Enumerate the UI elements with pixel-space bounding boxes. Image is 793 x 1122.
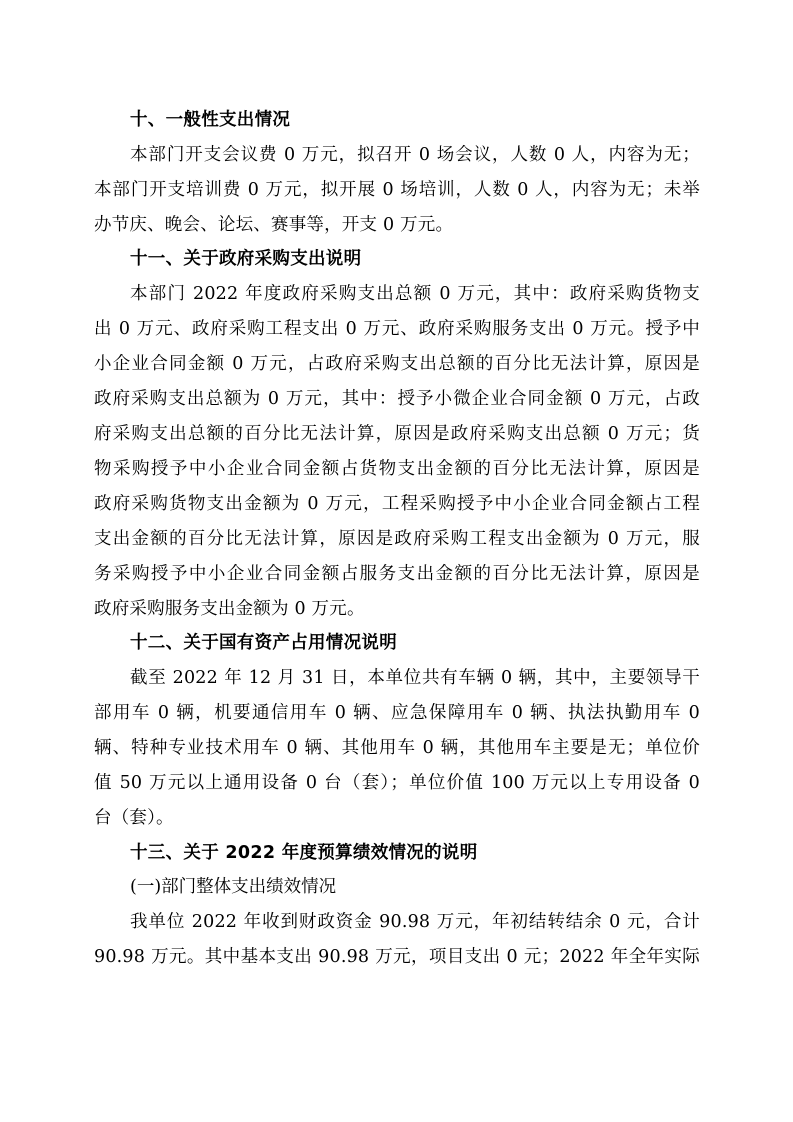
section-11-line-4: 政府采购支出总额为 0 万元，其中：授予小微企业合同金额 0 万元，占政 [94,389,700,409]
section-12-line-5: 台（套）。 [94,808,174,828]
section-11-line-9: 务采购授予中小企业合同金额占服务支出金额的百分比无法计算，原因是 [94,564,700,584]
section-12-line-2: 部用车 0 辆，机要通信用车 0 辆、应急保障用车 0 辆、执法执勤用车 0 [94,703,700,723]
section-12-line-4: 值 50 万元以上通用设备 0 台（套）；单位价值 100 万元以上专用设备 0 [94,773,700,793]
section-11-line-2: 出 0 万元、政府采购工程支出 0 万元、政府采购服务支出 0 万元。授予中 [94,319,700,339]
section-13-heading: 十三、关于 2022 年度预算绩效情况的说明 [130,843,478,863]
section-11-line-7: 政府采购货物支出金额为 0 万元，工程采购授予中小企业合同金额占工程 [94,494,700,514]
section-11-line-1: 本部门 2022 年度政府采购支出总额 0 万元，其中：政府采购货物支 [130,284,700,304]
section-12-line-3: 辆、特种专业技术用车 0 辆、其他用车 0 辆，其他用车主要是无；单位价 [94,738,700,758]
section-12-heading: 十二、关于国有资产占用情况说明 [130,633,397,653]
section-10-line-1: 本部门开支会议费 0 万元，拟召开 0 场会议，人数 0 人，内容为无； [130,145,700,165]
section-11-line-5: 府采购支出总额的百分比无法计算，原因是政府采购支出总额 0 万元；货 [94,424,700,444]
section-10-line-2: 本部门开支培训费 0 万元，拟开展 0 场培训，人数 0 人，内容为无；未举 [94,180,700,200]
section-10-heading: 十、一般性支出情况 [130,110,291,130]
section-13-line-1: 我单位 2022 年收到财政资金 90.98 万元，年初结转结余 0 元，合计 [130,912,700,932]
section-11-heading: 十一、关于政府采购支出说明 [130,249,362,269]
section-11-line-3: 小企业合同金额 0 万元，占政府采购支出总额的百分比无法计算，原因是 [94,354,700,374]
section-11-line-10: 政府采购服务支出金额为 0 万元。 [94,599,365,619]
section-12-line-1: 截至 2022 年 12 月 31 日，本单位共有车辆 0 辆，其中，主要领导干 [130,668,700,688]
section-13-line-2: 90.98 万元。其中基本支出 90.98 万元，项目支出 0 元；2022 年全年实际 [94,947,700,967]
section-10-line-3: 办节庆、晚会、论坛、赛事等，开支 0 万元。 [94,215,454,235]
section-11-line-8: 支出金额的百分比无法计算，原因是政府采购工程支出金额为 0 万元，服 [94,529,700,549]
section-13-subheading: (一)部门整体支出绩效情况 [130,877,337,897]
section-11-line-6: 物采购授予中小企业合同金额占货物支出金额的百分比无法计算，原因是 [94,459,700,479]
